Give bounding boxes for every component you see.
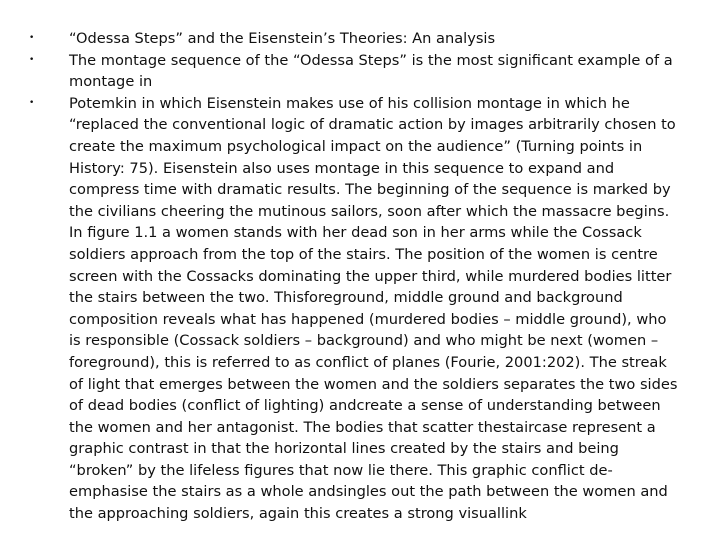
bullet-item-intro — [0, 50, 720, 93]
bullet-item-analysis — [0, 93, 720, 525]
bullet-text: “Odessa Steps” and the Eisenstein’s Theories: An analysis — [69, 30, 496, 47]
bullet-icon: • — [29, 33, 35, 43]
bullet-text: The montage sequence of the “Odessa Steps” is the most significant example of a montage in — [69, 51, 673, 91]
bullet-icon: • — [29, 54, 35, 65]
bullet-list — [0, 28, 720, 525]
bullet-icon: • — [29, 97, 35, 108]
bullet-text: Potemkin in which Eisenstein makes use of his collision montage in which he “replaced the conventional logic of dramatic action by images arbitrarily chosen to create the maximum psychological impact on the audience” (Turning points in History: 75). Eisenstein also uses montage in this sequence to expand and compress time with dramatic results. The beginning of the sequence is marked by the civilians cheering the mutinous sailors, soon after which the massacre begins. In figure 1.1 a women stands with her dead son in her arms while the Cossack soldiers approach from the top of the stairs. The position of the women is centre screen with the Cossacks dominating the upper third, while murdered bodies litter the stairs between the two. Thisforeground, middle ground and background composition reveals what has happened (murdered bodies – middle ground), who is responsible (Cossack soldiers – background) and who might be next (women – foreground), this is referred to as conflict of planes (Fourie, 2001:202). The streak of light that emerges between the women and the soldiers separates the two sides of dead bodies (conflict of lighting) andcreate a sense of understanding between the women and her antagonist. The bodies that scatter thestaircase represent a graphic contrast in that the horizontal lines created by the stairs and being “broken” by the lifeless figures that now lie there. This graphic conflict de-emphasise the stairs as a whole andsingles out the path between the women and the approaching soldiers, again this creates a strong visuallink — [69, 94, 678, 523]
bullet-item-title — [0, 28, 720, 50]
